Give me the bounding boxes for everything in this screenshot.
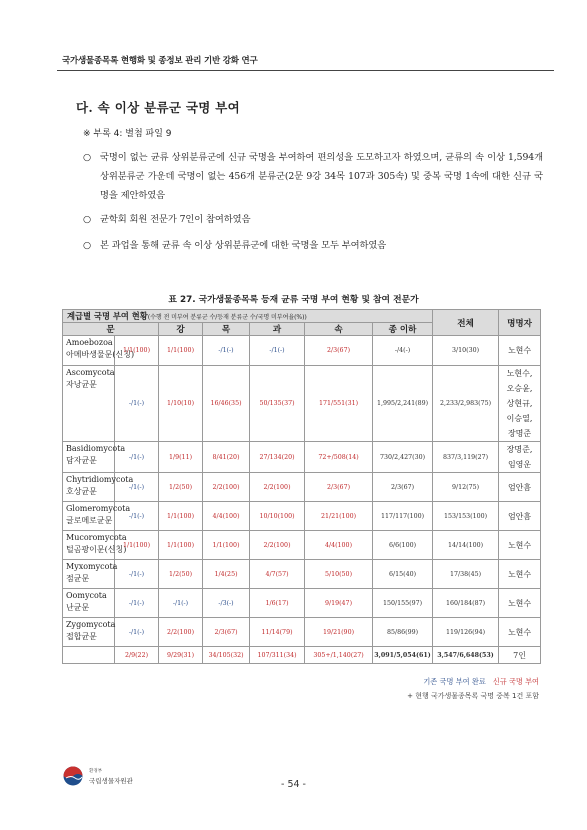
cell-genus: 72+/508(14)	[305, 442, 373, 473]
cell-total: 17/38(45)	[433, 560, 499, 589]
table-row	[63, 442, 541, 473]
taxon-korean-name: 점균문	[66, 574, 90, 583]
cell-class: 1/2(50)	[159, 560, 203, 589]
cell-phylum: 1/1(100)	[115, 336, 159, 366]
cell-phylum: -/1(-)	[115, 589, 159, 618]
section-title: 다. 속 이상 분류군 국명 부여	[76, 100, 241, 115]
cell-phylum: -/1(-)	[115, 502, 159, 531]
taxon-korean-name: 자낭균문	[66, 380, 97, 389]
expert-name: 오승윤,	[506, 384, 533, 393]
cell-experts	[499, 618, 541, 647]
cell-total: 9/12(75)	[433, 473, 499, 502]
cell-class: 1/1(100)	[159, 336, 203, 366]
cell-class: 1/9(11)	[159, 442, 203, 473]
taxon-scientific-name: Chytridiomycota	[66, 475, 134, 484]
bullet-circle: ○	[83, 152, 92, 163]
summary-order: 34/105(32)	[203, 647, 250, 664]
cell-class: 1/1(100)	[159, 502, 203, 531]
paragraph-2	[83, 210, 543, 229]
cell-family: 1/6(17)	[250, 589, 305, 618]
expert-name: 노현수	[507, 540, 532, 550]
cell-family: 10/10(100)	[250, 502, 305, 531]
cell-order: 2/2(100)	[203, 473, 250, 502]
col-header-species: 종 이하	[373, 323, 433, 336]
paragraph-3	[83, 236, 543, 255]
expert-name: 노현수	[507, 598, 532, 608]
legend	[423, 677, 539, 687]
expert-name: 노현수	[507, 569, 532, 579]
table-row	[63, 531, 541, 560]
cell-experts	[499, 473, 541, 502]
taxon-cell	[63, 473, 134, 502]
cell-genus: 21/21(100)	[305, 502, 373, 531]
group-header	[63, 310, 433, 323]
cell-total: 160/184(87)	[433, 589, 499, 618]
cell-genus: 171/551(31)	[305, 366, 373, 442]
cell-order: 1/4(25)	[203, 560, 250, 589]
legend-new-name: 신규 국명 부여	[492, 677, 539, 686]
taxon-scientific-name: Glomeromycota	[66, 504, 131, 513]
taxon-scientific-name: Mucoromycota	[66, 533, 127, 542]
cell-order: -/1(-)	[203, 336, 250, 366]
taxon-scientific-name: Zygomycota	[66, 620, 116, 629]
cell-species: 1,995/2,241(89)	[373, 366, 433, 442]
summary-family: 107/311(34)	[250, 647, 305, 664]
cell-phylum: -/1(-)	[115, 473, 159, 502]
taxon-cell	[63, 442, 126, 473]
taxon-cell	[63, 366, 115, 442]
cell-genus: 19/21(90)	[305, 618, 373, 647]
cell-phylum: 1/1(100)	[115, 531, 159, 560]
cell-class: 1/1(100)	[159, 531, 203, 560]
cell-experts	[499, 589, 541, 618]
table-row	[63, 502, 541, 531]
cell-species: 117/117(100)	[373, 502, 433, 531]
col-header-phylum: 문	[63, 323, 159, 336]
cell-species: 2/3(67)	[373, 473, 433, 502]
table-row	[63, 473, 541, 502]
bullet-circle: ○	[83, 214, 92, 225]
cell-family: 50/135(37)	[250, 366, 305, 442]
summary-class: 9/29(31)	[159, 647, 203, 664]
cell-phylum: -/1(-)	[115, 560, 159, 589]
cell-class: -/1(-)	[159, 589, 203, 618]
cell-species: 150/155(97)	[373, 589, 433, 618]
cell-family: 2/2(100)	[250, 531, 305, 560]
cell-total: 14/14(100)	[433, 531, 499, 560]
table-row	[63, 336, 541, 366]
org-name: 국립생물자원관	[89, 777, 133, 785]
cell-family: -/1(-)	[250, 336, 305, 366]
taxon-cell	[63, 589, 115, 618]
cell-order: 2/3(67)	[203, 618, 250, 647]
cell-family: 4/7(57)	[250, 560, 305, 589]
taxon-cell	[63, 336, 135, 366]
cell-order: 1/1(100)	[203, 531, 250, 560]
expert-name: 장명준,	[506, 445, 533, 454]
cell-order: 8/41(20)	[203, 442, 250, 473]
running-header: 국가생물종목록 현행화 및 종정보 관리 기반 강화 연구	[62, 56, 258, 66]
table-row	[63, 618, 541, 647]
cell-total: 3/10(30)	[433, 336, 499, 366]
cell-total: 837/3,119(27)	[433, 442, 499, 473]
table-row	[63, 366, 541, 442]
cell-phylum: -/1(-)	[115, 442, 159, 473]
cell-species: 6/15(40)	[373, 560, 433, 589]
group-header-sub: (수행 전 미부여 분류군 수/등재 분류군 수/국명 미부여율(%))	[147, 314, 307, 321]
cell-family: 11/14(79)	[250, 618, 305, 647]
col-header-family: 과	[250, 323, 305, 336]
expert-name: 임영운	[507, 460, 532, 469]
legend-completed: 기존 국명 부여 완료	[423, 677, 486, 686]
paragraph-text: 균학회 회원 전문가 7인이 참여하였음	[100, 214, 251, 225]
paragraph-1	[83, 148, 543, 205]
cell-genus: 2/3(67)	[305, 336, 373, 366]
cell-species: 85/86(99)	[373, 618, 433, 647]
taxon-cell	[63, 560, 118, 589]
cell-experts	[499, 442, 541, 473]
paragraph-text: 본 과업을 통해 균류 속 이상 상위분류군에 대한 국명을 모두 부여하였음	[100, 240, 387, 251]
cell-total: 119/126(94)	[433, 618, 499, 647]
taxon-scientific-name: Oomycota	[66, 591, 107, 600]
col-header-genus: 속	[305, 323, 373, 336]
taxon-scientific-name: Amoebozoa	[66, 338, 113, 347]
col-header-experts: 명명자	[499, 310, 541, 336]
cell-phylum: -/1(-)	[115, 618, 159, 647]
expert-name: 노현수	[507, 346, 532, 355]
footnote: + 현행 국가생물종목록 국명 중복 1건 포함	[407, 692, 539, 700]
col-header-class: 강	[159, 323, 203, 336]
taxon-korean-name: 아메바생물문(신칭)	[66, 350, 135, 359]
table-row	[63, 560, 541, 589]
expert-name: 장명준	[507, 429, 532, 438]
cell-species: 6/6(100)	[373, 531, 433, 560]
taxon-scientific-name: Myxomycota	[66, 562, 118, 571]
expert-name: 이승열,	[506, 414, 533, 423]
summary-label-cell	[63, 647, 115, 664]
cell-order: 4/4(100)	[203, 502, 250, 531]
paragraph-text: 국명이 없는 균류 상위분류군에 신규 국명을 부여하여 편의성을 도모하고자 하였으며, 균류의 속 이상 1,594개 상위분류군 가운데 국명이 없는 456개 분류군(2문 9강 34목 107과 305속) 및 중복 국명 1속에 대한 신규 국명을 제안하였음	[100, 152, 543, 201]
taxon-korean-name: 담자균문	[66, 456, 97, 465]
cell-family: 2/2(100)	[250, 473, 305, 502]
page-number: - 54 -	[281, 779, 306, 790]
cell-genus: 5/10(50)	[305, 560, 373, 589]
taxon-cell	[63, 531, 127, 560]
cell-phylum: -/1(-)	[115, 366, 159, 442]
appendix-note: ※ 부록 4: 별첨 파일 9	[83, 129, 172, 139]
bullet-circle: ○	[83, 240, 92, 251]
cell-species: -/4(-)	[373, 336, 433, 366]
cell-genus: 2/3(67)	[305, 473, 373, 502]
cell-class: 2/2(100)	[159, 618, 203, 647]
taxon-korean-name: 접합균문	[66, 632, 97, 641]
table-caption: 표 27. 국가생물종목록 등재 균류 국명 부여 현황 및 참여 전문가	[168, 295, 419, 305]
expert-name: 상현규,	[506, 399, 533, 408]
cell-total: 2,233/2,983(75)	[433, 366, 499, 442]
taxon-scientific-name: Basidiomycota	[66, 444, 126, 453]
cell-experts	[499, 366, 541, 442]
cell-experts	[499, 502, 541, 531]
header-rule	[57, 70, 554, 71]
cell-species: 730/2,427(30)	[373, 442, 433, 473]
summary-row	[63, 647, 541, 664]
cell-order: 16/46(35)	[203, 366, 250, 442]
col-header-order: 목	[203, 323, 250, 336]
cell-experts	[499, 560, 541, 589]
naming-status-table	[62, 309, 541, 664]
cell-genus: 9/19(47)	[305, 589, 373, 618]
taxon-cell	[63, 618, 115, 647]
taxon-korean-name: 털곰팡이문(신칭)	[66, 545, 127, 554]
summary-species: 3,091/5,054(61)	[373, 647, 433, 664]
cell-class: 1/10(10)	[159, 366, 203, 442]
expert-name: 엄안흠	[507, 482, 532, 492]
table-body	[63, 336, 541, 664]
cell-experts	[499, 336, 541, 366]
expert-name: 노현수	[507, 627, 532, 637]
summary-phylum: 2/9(22)	[115, 647, 159, 664]
taxon-korean-name: 호상균문	[66, 487, 97, 496]
cell-genus: 4/4(100)	[305, 531, 373, 560]
cell-total: 153/153(100)	[433, 502, 499, 531]
summary-experts: 7인	[499, 647, 541, 664]
taxon-cell	[63, 502, 131, 531]
cell-order: -/3(-)	[203, 589, 250, 618]
table-row	[63, 589, 541, 618]
taxon-scientific-name: Ascomycota	[66, 368, 115, 377]
summary-genus: 305+/1,140(27)	[305, 647, 373, 664]
expert-name: 노현수,	[506, 369, 533, 378]
taxon-korean-name: 난균문	[66, 603, 90, 612]
org-small-label: 환경부	[89, 769, 103, 774]
summary-total: 3,547/6,648(53)	[433, 647, 499, 664]
expert-name: 엄안흠	[507, 511, 532, 521]
group-header-label: 계급별 국명 부여 현황	[67, 311, 148, 321]
cell-family: 27/134(20)	[250, 442, 305, 473]
cell-class: 1/2(50)	[159, 473, 203, 502]
taxon-korean-name: 글로메로균문	[66, 516, 113, 525]
col-header-total: 전체	[433, 310, 499, 336]
cell-experts	[499, 531, 541, 560]
